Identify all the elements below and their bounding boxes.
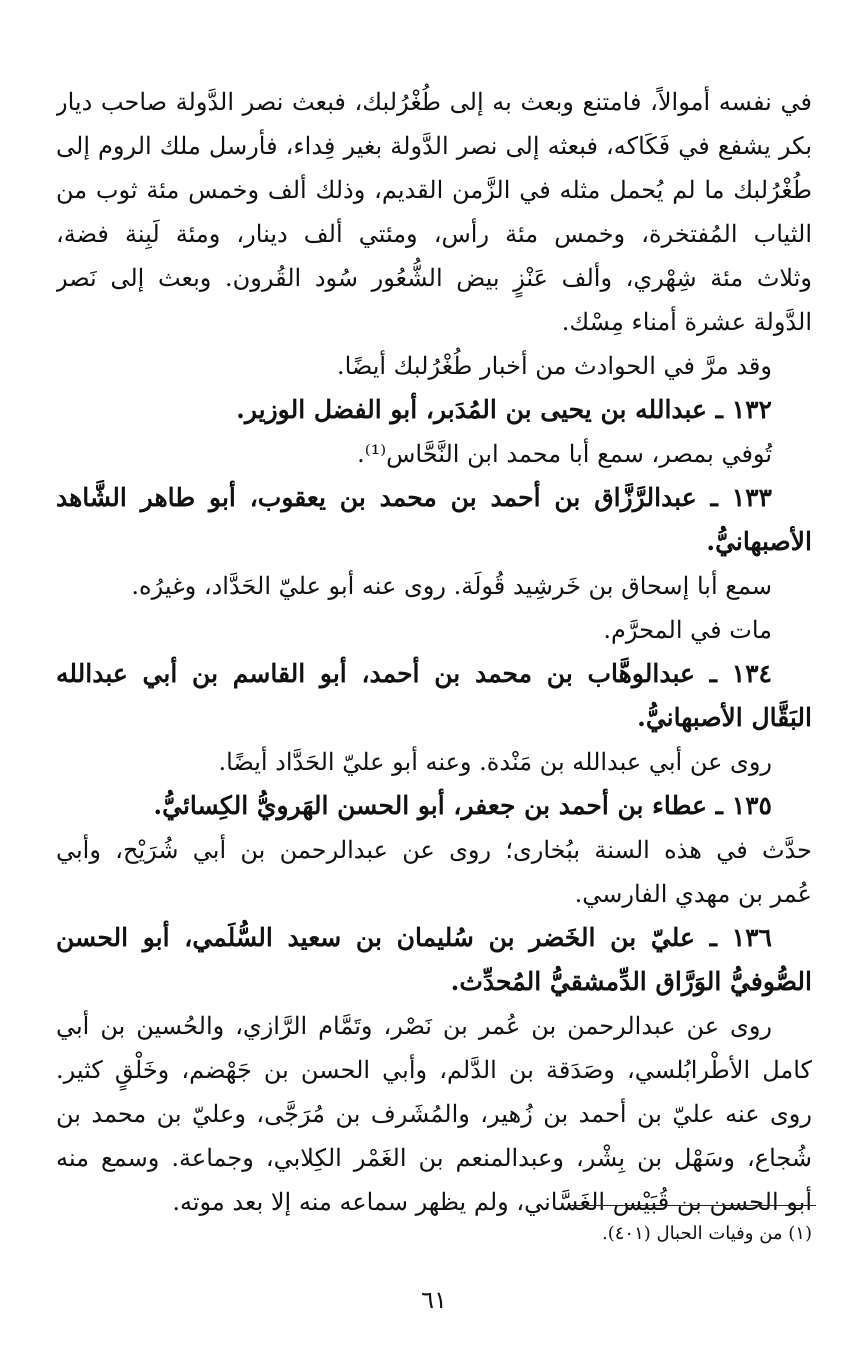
entry-heading-136-cont: الصُّوفيُّ الوَرَّاق الدِّمشقيُّ المُحدِّث.	[450, 967, 812, 996]
text-line: الثياب المُفتخرة، وخمس مئة رأس، ومئتي ألف دينار، ومئة لَبِنة فضة،	[56, 220, 812, 248]
text-line: روى عن عبدالرحمن بن عُمر بن نَصْر، وتَمَّام الرَّازي، والحُسين بن أبي	[56, 1012, 772, 1040]
text-line: بكر يشفع في فَكَاكه، فبعثه إلى نصر الدَّولة بغير فِداء، فأرسل ملك الروم إلى	[56, 132, 812, 160]
entry-heading-135: ١٣٥ ـ عطاء بن أحمد بن جعفر، أبو الحسن الهَرويُّ الكِسائيُّ.	[153, 791, 772, 820]
text-line: طُغْرُلبك ما لم يُحمل مثله في الزَّمن القديم، وذلك ألف وخمس مئة ثوب من	[56, 176, 812, 204]
text-line: وثلاث مئة شِهْري، وألف عَنْزٍ بيض الشُّعُور سُود القُرون. وبعث إلى نَصر	[56, 264, 812, 292]
text-line: كامل الأطْرابُلسي، وصَدَقة بن الدَّلم، وأبي الحسن بن جَهْضم، وخَلْقٍ كثير.	[56, 1056, 812, 1084]
text-line: وقد مرَّ في الحوادث من أخبار طُغْرُلبك أيضًا.	[336, 352, 772, 380]
text-line: أبو الحسن بن قُبَيْس الغَسَّاني، ولم يظهر سماعه منه إلا بعد موته.	[172, 1188, 812, 1216]
text-line: مات في المحرَّم.	[603, 616, 772, 644]
main-text	[56, 80, 812, 1224]
text-line: روى عنه عليّ بن أحمد بن زُهير، والمُشَرف بن مُرَجَّى، وعليّ بن محمد بن	[56, 1100, 812, 1128]
text-line: في نفسه أموالاً، فامتنع وبعث به إلى طُغْرُلبك، فبعث نصر الدَّولة صاحب ديار	[56, 88, 812, 116]
entry-heading-134: ١٣٤ ـ عبدالوهَّاب بن محمد بن أحمد، أبو القاسم بن أبي عبدالله	[56, 659, 772, 688]
text-line: تُوفي بمصر، سمع أبا محمد ابن النَّحَّاس⁽¹⁾.	[357, 440, 772, 468]
page-number: ٦١	[421, 1286, 447, 1314]
text-line: روى عن أبي عبدالله بن مَنْدة. وعنه أبو عليّ الحَدَّاد أيضًا.	[218, 748, 772, 776]
entry-heading-136: ١٣٦ ـ عليّ بن الخَضر بن سُليمان بن سعيد السُّلَمي، أبو الحسن	[56, 923, 772, 952]
text-line: شُجاع، وسَهْل بن بِشْر، وعبدالمنعم بن الغَمْر الكِلابي، وجماعة. وسمع منه	[56, 1144, 812, 1172]
entry-heading-133-cont: الأصبهانيُّ.	[706, 527, 812, 556]
text-line: حدَّث في هذه السنة ببُخارى؛ روى عن عبدالرحمن بن أبي شُرَيْح، وأبي	[56, 836, 812, 864]
entry-heading-133: ١٣٣ ـ عبدالرَّزَّاق بن أحمد بن محمد بن يعقوب، أبو طاهر الشَّاهد	[56, 483, 772, 512]
footnote-divider	[568, 1205, 816, 1206]
entry-heading-134-cont: البَقَّال الأصبهانيُّ.	[637, 703, 812, 732]
footnote: (١) من وفيات الحبال (٤٠١).	[601, 1223, 812, 1244]
text-line: سمع أبا إسحاق بن خَرشِيد قُولَة. روى عنه أبو عليّ الحَدَّاد، وغيرُه.	[131, 572, 772, 600]
text-line: عُمر بن مهدي الفارسي.	[574, 880, 812, 908]
entry-heading-132: ١٣٢ ـ عبدالله بن يحيى بن المُدَبر، أبو الفضل الوزير.	[236, 395, 772, 424]
text-line: الدَّولة عشرة أمناء مِسْك.	[561, 308, 812, 336]
